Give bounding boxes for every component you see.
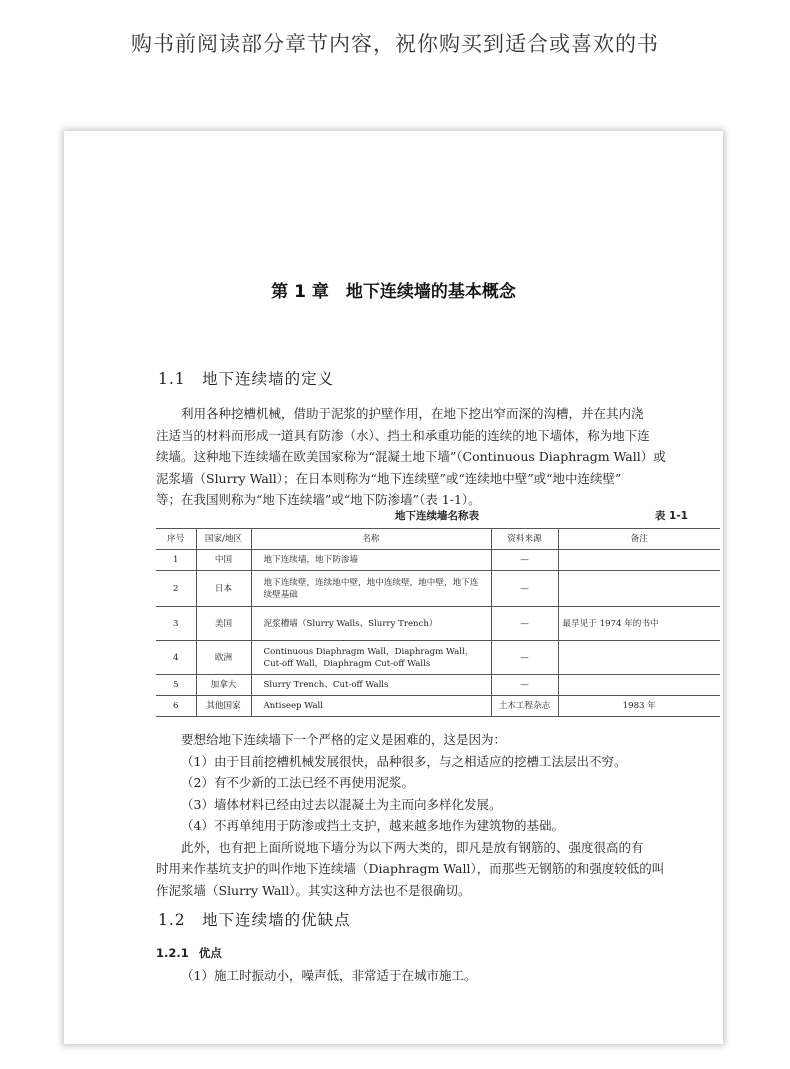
row-note: 最早见于 1974 年的书中 (558, 607, 720, 641)
row-source: — (491, 571, 558, 607)
header-cell: 备注 (558, 529, 720, 550)
reason-line: 要想给地下连续墙下一个严格的定义是困难的，这是因为： (181, 732, 507, 747)
extra-line: 此外，也有把上面所说地下墙分为以下两大类的，即凡是放有钢筋的、强度很高的有 (181, 839, 644, 855)
table-title: 地下连续墙名称表 (395, 510, 479, 522)
advantages-list (156, 965, 718, 987)
subsection-title: 优点 (198, 946, 222, 960)
intro-line: 注适当的材料而形成一道具有防渗（水）、挡土和承重功能的连续的地下墙体，称为地下连 (156, 427, 650, 443)
row-source: — (491, 607, 558, 641)
header-cell: 名称 (251, 529, 491, 550)
row-name: 地下连续墙，地下防渗墙 (251, 550, 491, 571)
header-cell: 国家/地区 (196, 529, 251, 550)
table-row (156, 696, 720, 717)
names-table (156, 528, 720, 717)
row-source: 土木工程杂志 (491, 696, 558, 717)
row-region: 日本 (196, 571, 251, 607)
intro-line: 利用各种挖槽机械，借助于泥浆的护壁作用，在地下挖出窄而深的沟槽，并在其内浇 (181, 406, 644, 421)
row-number: 4 (156, 641, 196, 675)
table-row (156, 607, 720, 641)
row-note (558, 675, 720, 696)
reasons-list (156, 729, 718, 901)
table-caption (156, 508, 718, 526)
row-region: 中国 (196, 550, 251, 571)
intro-paragraph (156, 403, 718, 511)
chapter-title: 第 1 章 地下连续墙的基本概念 (271, 282, 516, 302)
row-name: 地下连续壁，连续地中壁，地中连续壁，地中壁，地下连续壁基础 (251, 571, 491, 607)
row-note (558, 550, 720, 571)
reason-line: （2）有不少新的工法已经不再使用泥浆。 (181, 775, 414, 790)
table-row (156, 571, 720, 607)
intro-line: 续墙。这种地下连续墙在欧美国家称为“混凝土地下墙”（Continuous Diaphragm Wall）或 (156, 449, 666, 464)
row-note (558, 571, 720, 607)
row-number: 5 (156, 675, 196, 696)
extra-line: 作泥浆墙（Slurry Wall）。其实这种方法也不是很确切。 (156, 882, 471, 898)
section-1-2-title: 1.2 地下连续墙的优缺点 (158, 911, 351, 929)
row-source: — (491, 641, 558, 675)
table-header-row (156, 529, 720, 550)
row-name: 泥浆槽墙（Slurry Walls、Slurry Trench） (251, 607, 491, 641)
table-row (156, 675, 720, 696)
row-name: Antiseep Wall (251, 696, 491, 717)
row-region: 加拿大 (196, 675, 251, 696)
reason-line: （4）不再单纯用于防渗或挡土支护，越来越多地作为建筑物的基础。 (181, 818, 564, 833)
header-cell: 资料来源 (491, 529, 558, 550)
promo-banner: 购书前阅读部分章节内容，祝你购买到适合或喜欢的书 (131, 32, 659, 56)
reason-line: （1）由于目前挖槽机械发展很快，品种很多，与之相适应的挖槽工法层出不穷。 (181, 753, 627, 769)
table-row (156, 550, 720, 571)
subsection-heading (156, 945, 232, 961)
row-number: 6 (156, 696, 196, 717)
subsection-number: 1.2.1 (156, 946, 189, 960)
reason-line: （3）墙体材料已经由过去以混凝土为主而向多样化发展。 (181, 796, 502, 812)
header-cell: 序号 (156, 529, 196, 550)
advantage-line: （1）施工时振动小，噪声低，非常适于在城市施工。 (181, 968, 477, 983)
extra-line: 时用来作基坑支护的叫作地下连续墙（Diaphragm Wall），而那些无钢筋的和强度较低的叫 (156, 861, 665, 876)
row-number: 2 (156, 571, 196, 607)
row-region: 欧洲 (196, 641, 251, 675)
table-number: 表 1-1 (654, 510, 688, 522)
table-row (156, 641, 720, 675)
row-note: 1983 年 (558, 696, 720, 717)
row-name: Continuous Diaphragm Wall，Diaphragm Wall，Cut-off Wall，Diaphragm Cut-off Walls (251, 641, 491, 675)
row-number: 1 (156, 550, 196, 571)
row-source: — (491, 675, 558, 696)
row-number: 3 (156, 607, 196, 641)
row-note (558, 641, 720, 675)
intro-line: 泥浆墙（Slurry Wall）；在日本则称为“地下连续壁”或“连续地中壁”或“地中连续壁” (156, 470, 622, 486)
section-1-1-title: 1.1 地下连续墙的定义 (158, 370, 335, 388)
intro-line: 等；在我国则称为“地下连续墙”或“地下防渗墙”（表 1-1）。 (156, 492, 481, 507)
row-region: 其他国家 (196, 696, 251, 717)
row-source: — (491, 550, 558, 571)
row-name: Slurry Trench、Cut-off Walls (251, 675, 491, 696)
row-region: 美国 (196, 607, 251, 641)
book-page (64, 131, 723, 1044)
